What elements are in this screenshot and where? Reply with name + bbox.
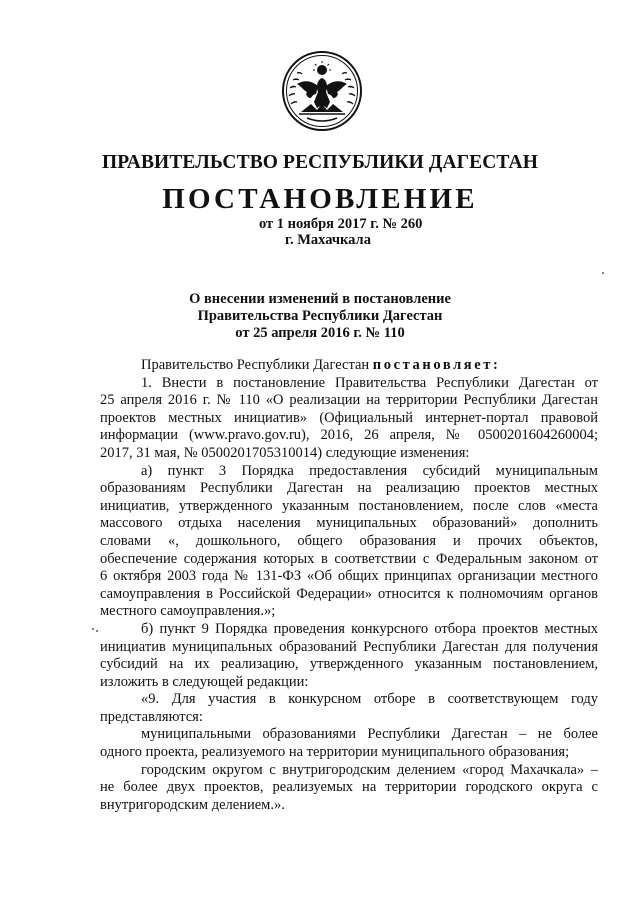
document-type-title: ПОСТАНОВЛЕНИЕ [162, 183, 478, 215]
paragraph-9-line: «9. Для участия в конкурсном отборе в соответствующем году [141, 691, 598, 708]
paragraph-b-line: инициатив муниципальных образований Республики Дагестан для получения [100, 638, 598, 655]
paragraph-b-line: изложить в следующей редакции: [100, 673, 309, 690]
paragraph-9-line: представляются: [100, 708, 203, 725]
paragraph-9a-line: муниципальными образованиями Республики Дагестан – не более [141, 726, 598, 743]
document-body [100, 357, 598, 814]
paragraph-1-line: проектов местных инициатив» (Официальный интернет-портал правовой [100, 409, 598, 426]
paragraph-9b-line: городским округом с внутригородским делением «город Махачкала» – [141, 761, 598, 778]
paragraph-1-line: 1. Внести в постановление Правительства Республики Дагестан от [141, 374, 598, 391]
paragraph-a-line: массового отдыха населения муниципальных образований» дополнить [100, 515, 598, 532]
document-date-number: от 1 ноября 2017 г. № 260 [259, 216, 423, 232]
document-subject [140, 291, 500, 342]
paragraph-a-line: образованиям Республики Дагестан на реализацию проектов местных [100, 480, 598, 497]
paragraph-9b-line: не более двух проектов, реализуемых на территории городского округа с [100, 779, 598, 796]
paragraph-1-line: 25 апреля 2016 г. № 110 «О реализации на территории Республики Дагестан [100, 392, 598, 409]
dagestan-eagle-emblem-icon [281, 50, 363, 132]
paragraph-9a-line: одного проекта, реализуемого на территории муниципального образования; [100, 744, 570, 761]
paragraph-a-line: обеспечение содержания которых в соответствии с Федеральным законом от [100, 550, 598, 567]
government-name: ПРАВИТЕЛЬСТВО РЕСПУБЛИКИ ДАГЕСТАН [101, 152, 538, 173]
intro-keyword: постановляет: [372, 357, 501, 373]
paragraph-b-line: б) пункт 9 Порядка проведения конкурсного отбора проектов местных [141, 620, 598, 637]
paragraph-a-line: 6 октября 2003 года № 131-ФЗ «Об общих принципах организации местного [100, 568, 598, 585]
subject-line: от 25 апреля 2016 г. № 110 [235, 325, 405, 341]
paragraph-a-line: самоуправления в Российской Федерации» относится к полномочиям органов [100, 585, 598, 602]
scan-speck [96, 630, 98, 632]
intro-line [100, 357, 598, 375]
paragraph-a-line: инициатив, утвержденного указанным постановлением, после слов «места [100, 497, 598, 514]
paragraph-b-line: субсидий на их реализацию, утвержденного указанным постановлением, [100, 656, 598, 673]
paragraph-a-line: словами «, дошкольного, общего образования и прочих объектов, [100, 532, 598, 549]
paragraph-a-line: а) пункт 3 Порядка предоставления субсидий муниципальным [141, 462, 598, 479]
subject-line: Правительства Республики Дагестан [197, 308, 443, 324]
scan-speck [602, 272, 604, 274]
subject-line: О внесении изменений в постановление [189, 291, 451, 307]
paragraph-9b-line: внутригородским делением.». [100, 796, 285, 813]
paragraph-a-line: местного самоуправления.»; [100, 603, 276, 620]
paragraph-1-line: информации (www.pravo.gov.ru), 2016, 26 апреля, № 0500201604260004; [100, 427, 598, 444]
intro-text: Правительство Республики Дагестан [141, 357, 370, 373]
document-city: г. Махачкала [285, 232, 371, 248]
scan-speck [92, 628, 94, 630]
paragraph-1-line: 2017, 31 мая, № 0500201705310014) следующие изменения: [100, 444, 470, 461]
